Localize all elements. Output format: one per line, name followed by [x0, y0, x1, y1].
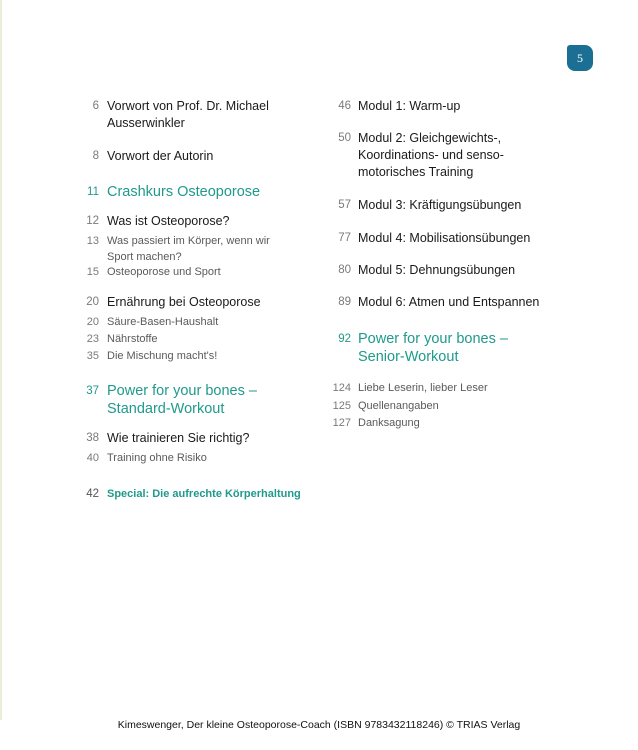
toc-page-number: 77 [338, 232, 351, 244]
footer-citation: Kimeswenger, Der kleine Osteoporose-Coach (ISBN 9783432118246) © TRIAS Verlag [117, 719, 521, 731]
toc-entry [0, 415, 420, 431]
toc-title: Danksagung [358, 417, 420, 429]
toc-title: Power for your bones – Senior-Workout [358, 331, 508, 365]
toc-title: Osteoporose und Sport [107, 266, 221, 278]
toc-title: Was ist Osteoporose? [107, 214, 230, 228]
toc-entry [0, 330, 508, 366]
toc-page-number: 89 [338, 296, 351, 308]
toc-page-number: 38 [86, 432, 99, 444]
toc-entry [0, 130, 504, 181]
toc-entry [0, 380, 488, 396]
toc-page-number: 15 [86, 266, 99, 278]
toc-entry [0, 314, 218, 330]
toc-entry [0, 430, 249, 447]
toc-title: Modul 3: Kräftigungsübungen [358, 198, 522, 212]
toc-title: Quellenangaben [358, 400, 439, 412]
toc-page-number: 57 [338, 199, 351, 211]
toc-page-number: 124 [332, 382, 351, 394]
toc-title: Modul 5: Dehnungsübungen [358, 263, 516, 277]
toc-title: Säure-Basen-Haushalt [107, 316, 219, 328]
toc-entry [0, 98, 460, 115]
toc-entry [0, 486, 301, 503]
toc-entry [0, 398, 439, 414]
toc-page-number: 42 [86, 488, 99, 500]
toc-page-number: 11 [87, 186, 99, 198]
toc-page-number: 12 [86, 215, 99, 227]
toc-title: Modul 6: Atmen und Entspannen [358, 295, 540, 309]
toc-entry [0, 213, 230, 230]
toc-title: Die Mischung macht's! [107, 350, 218, 362]
toc-page-number: 13 [86, 235, 99, 247]
page-number-badge: 5 [567, 45, 593, 71]
toc-title: Was passiert im Körper, wenn wir Sport machen? [107, 235, 270, 263]
toc-entry [0, 450, 207, 466]
toc-page-number: 127 [332, 417, 351, 429]
toc-title: Wie trainieren Sie richtig? [107, 431, 250, 445]
toc-title: Training ohne Risiko [107, 452, 207, 464]
toc-page-number: 37 [86, 385, 99, 397]
toc-page-number: 125 [332, 400, 351, 412]
toc-page-number: 40 [86, 452, 99, 464]
toc-page-number: 23 [86, 333, 99, 345]
toc-title: Ernährung bei Osteoporose [107, 295, 261, 309]
toc-title: Power for your bones – Standard-Workout [107, 383, 257, 417]
toc-title: Crashkurs Osteoporose [107, 184, 261, 200]
toc-page-number: 20 [86, 296, 99, 308]
toc-title: Liebe Leserin, lieber Leser [358, 382, 488, 394]
toc-page-number: 20 [86, 316, 99, 328]
toc-entry [0, 230, 530, 247]
toc-page-number: 6 [92, 100, 99, 112]
toc-page-number: 92 [338, 333, 351, 345]
toc-page-number: 8 [92, 150, 99, 162]
toc-page-number: 35 [86, 350, 99, 362]
toc-title: Modul 2: Gleichgewichts-, Koordinations- und senso- motorisches Training [358, 131, 504, 179]
toc-title: Nährstoffe [107, 333, 158, 345]
toc-entry [0, 262, 515, 279]
toc-page-number: 80 [338, 264, 351, 276]
toc-title: Vorwort von Prof. Dr. Michael Ausserwinkler [107, 99, 269, 130]
toc-page-number: 50 [338, 132, 351, 144]
toc-title: Modul 1: Warm-up [358, 99, 461, 113]
toc-title: Special: Die aufrechte Körperhaltung [107, 488, 301, 500]
toc-page-number: 46 [338, 100, 351, 112]
toc-entry [0, 294, 539, 311]
toc-title: Vorwort der Autorin [107, 149, 214, 163]
toc-title: Modul 4: Mobilisationsübungen [358, 231, 531, 245]
toc-entry [0, 197, 521, 214]
